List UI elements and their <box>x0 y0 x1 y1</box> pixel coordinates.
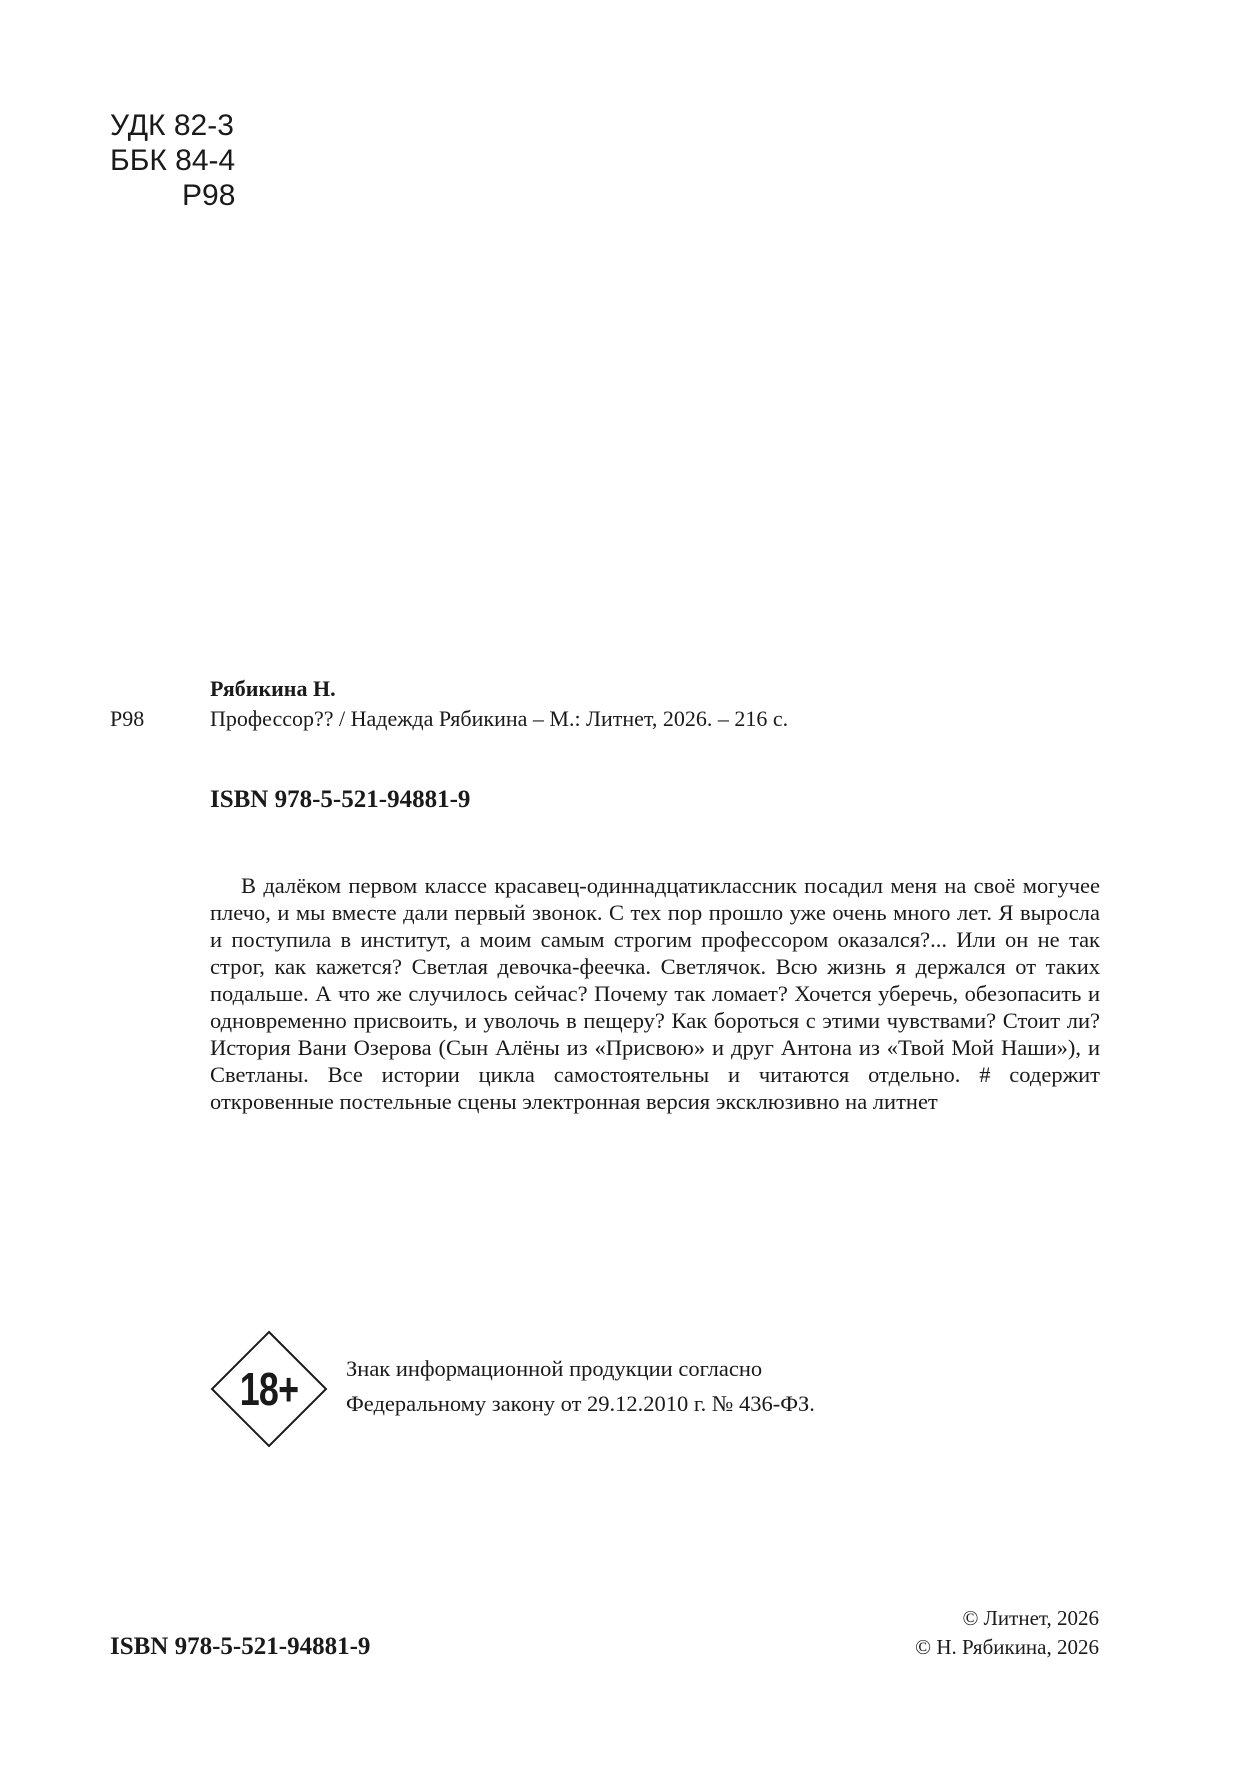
author-sign-left: Р98 <box>110 706 145 731</box>
bbk-code: ББК 84-4 <box>110 144 236 177</box>
age-rating-label: 18+ <box>239 1363 299 1415</box>
udk-code: УДК 82-3 <box>110 109 234 142</box>
bibliographic-description: Профессор?? / Надежда Рябикина – М.: Литнет, 2026. – 216 с. <box>210 706 789 731</box>
copyright-publisher: © Литнет, 2026 <box>962 1606 1099 1630</box>
copyright-author: © Н. Рябикина, 2026 <box>915 1635 1099 1659</box>
age-rating-notice-line2: Федеральному закону от 29.12.2010 г. № 436-ФЗ. <box>346 1391 815 1416</box>
classification-block <box>110 108 235 213</box>
annotation-text: В далёком первом классе красавец-одиннадцатиклассник посадил меня на своё могучее плечо, и мы вместе дали первый звонок. С тех пор прошло уже очень много лет. Я выросла и поступила в институт, а моим самым строгим профессором оказался?... Или он не так строг, как кажется? Светлая девочка-феечка. Светлячок. Всю жизнь я держался от таких подальше. А что же случилось сейчас? Почему так ломает? Хочется уберечь, обезопасить и одновременно присвоить, и уволочь в пещеру? Как бороться с этими чувствами? Стоит ли? История Вани Озерова (Сын Алёны из «Присвою» и друг Антона из «Твой Мой Наши»), и Светланы. Все истории цикла самостоятельны и читаются отдельно. # содержит откровенные постельные сцены электронная версия эксклюзивно на литнет <box>210 873 1100 1114</box>
age-rating-notice <box>346 1351 815 1421</box>
copyright-block <box>915 1604 1099 1662</box>
isbn-record: ISBN 978-5-521-94881-9 <box>210 786 471 813</box>
author-sign-code: Р98 <box>182 179 236 212</box>
author-heading: Рябикина Н. <box>210 676 336 701</box>
age-rating-sign <box>210 1330 328 1448</box>
age-rating-notice-line1: Знак информационной продукции согласно <box>346 1356 763 1381</box>
isbn-footer: ISBN 978-5-521-94881-9 <box>110 1633 371 1660</box>
